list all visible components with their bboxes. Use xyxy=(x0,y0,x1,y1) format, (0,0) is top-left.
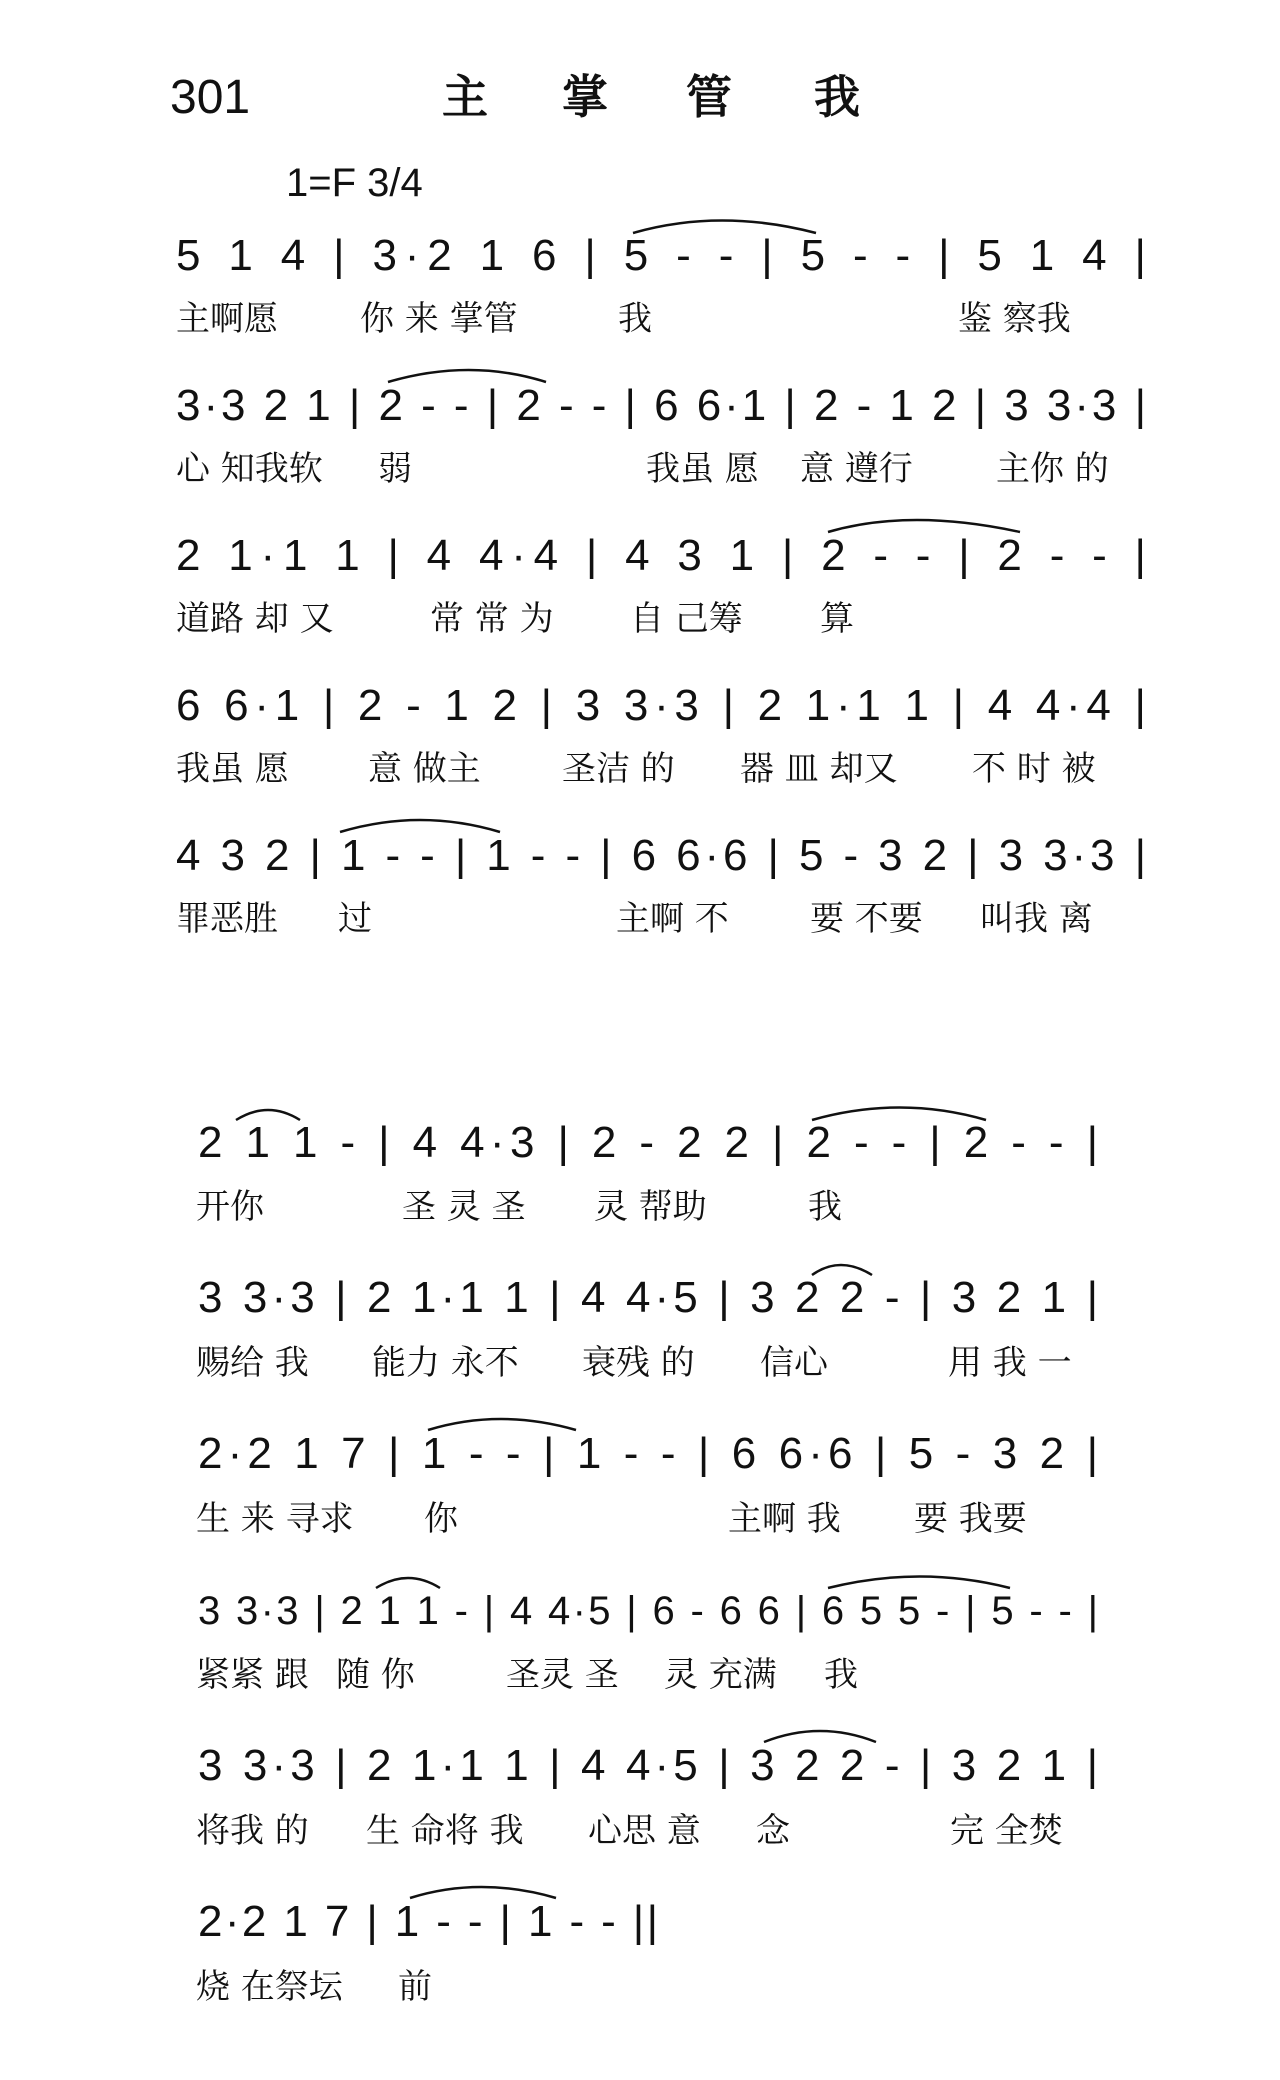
title-char-1: 主 xyxy=(442,70,488,124)
notes-line-3: 2 1·1 1 | 4 4·4 | 4 3 1 | 2 - - | 2 - - | xyxy=(176,531,1146,580)
lyric: 圣灵 圣 xyxy=(506,1655,619,1695)
lyric: 生 命将 我 xyxy=(366,1811,524,1851)
notes-line-11: 2·2 1 7 | 1 - - | 1 - - || xyxy=(198,1897,658,1946)
lyric: 烧 在祭坛 xyxy=(196,1967,343,2007)
lyric: 主啊愿 xyxy=(176,299,278,339)
lyric: 圣洁 的 xyxy=(562,749,675,789)
lyric: 意 做主 xyxy=(368,749,481,789)
lyric: 叫我 离 xyxy=(980,899,1093,939)
lyric: 我 xyxy=(824,1655,858,1695)
notes-line-8: 2·2 1 7 | 1 - - | 1 - - | 6 6·6 | 5 - 3 2 | xyxy=(198,1429,1098,1478)
lyric: 弱 xyxy=(378,449,412,489)
lyric: 我虽 愿 xyxy=(176,749,289,789)
lyric: 将我 的 xyxy=(196,1811,309,1851)
lyric: 过 xyxy=(338,899,372,939)
lyric: 我虽 愿 xyxy=(646,449,759,489)
lyric: 要 不要 xyxy=(810,899,923,939)
lyric: 主你 的 xyxy=(996,449,1109,489)
title-char-4: 我 xyxy=(814,70,860,124)
lyric: 道路 却 又 xyxy=(176,599,334,639)
lyric: 紧紧 跟 xyxy=(196,1655,309,1695)
lyric: 常 常 为 xyxy=(430,599,554,639)
lyric: 心思 意 xyxy=(588,1811,701,1851)
notes-line-5: 4 3 2 | 1 - - | 1 - - | 6 6·6 | 5 - 3 2 | 3 3·3 | xyxy=(176,831,1146,880)
lyric: 鉴 察我 xyxy=(958,299,1071,339)
notes-line-7: 3 3·3 | 2 1·1 1 | 4 4·5 | 3 2 2 - | 3 2 1 | xyxy=(198,1273,1098,1322)
lyric: 生 来 寻求 xyxy=(196,1499,354,1539)
lyric: 你 xyxy=(424,1499,458,1539)
hymn-number: 301 xyxy=(170,71,251,124)
lyric: 意 遵行 xyxy=(800,449,913,489)
lyric: 开你 xyxy=(196,1187,264,1227)
lyric: 念 xyxy=(756,1811,790,1851)
lyric: 用 我 一 xyxy=(948,1343,1072,1383)
lyric: 主啊 我 xyxy=(728,1499,841,1539)
lyric: 器 皿 却又 xyxy=(740,749,898,789)
lyric: 你 来 掌管 xyxy=(360,299,518,339)
system-2 xyxy=(176,370,1146,489)
title-char-2: 掌 xyxy=(562,70,608,124)
lyric: 灵 帮助 xyxy=(594,1187,707,1227)
notes-line-2: 3·3 2 1 | 2 - - | 2 - - | 6 6·1 | 2 - 1 2 | 3 3·3 | xyxy=(176,381,1146,430)
lyric: 信心 xyxy=(760,1343,828,1383)
notes-line-1: 5 1 4 | 3·2 1 6 | 5 - - | 5 - - | 5 1 4 | xyxy=(176,231,1146,280)
notes-line-4: 6 6·1 | 2 - 1 2 | 3 3·3 | 2 1·1 1 | 4 4·4 | xyxy=(176,681,1146,730)
lyric: 主啊 不 xyxy=(616,899,729,939)
lyric: 能力 永不 xyxy=(372,1343,519,1383)
lyric: 我 xyxy=(808,1187,842,1227)
title-char-3: 管 xyxy=(686,70,732,124)
lyric: 完 全焚 xyxy=(950,1811,1063,1851)
lyric: 要 我要 xyxy=(914,1499,1027,1539)
notes-line-10: 3 3·3 | 2 1·1 1 | 4 4·5 | 3 2 2 - | 3 2 1 | xyxy=(198,1741,1098,1790)
lyric: 前 xyxy=(398,1967,432,2007)
lyric: 我 xyxy=(618,299,652,339)
lyric: 赐给 我 xyxy=(196,1343,309,1383)
lyric: 灵 充满 xyxy=(664,1655,777,1695)
key-signature: 1=F 3/4 xyxy=(286,161,423,205)
lyric: 心 知我软 xyxy=(176,449,323,489)
lyric: 衰残 的 xyxy=(582,1343,695,1383)
lyric: 自 己筹 xyxy=(630,599,743,639)
notes-line-9: 3 3·3 | 2 1 1 - | 4 4·5 | 6 - 6 6 | 6 5 5 - | 5 - - | xyxy=(198,1589,1098,1633)
lyric: 罪恶胜 xyxy=(176,899,278,939)
lyric: 圣 灵 圣 xyxy=(402,1187,526,1227)
lyric: 不 时 被 xyxy=(972,749,1096,789)
lyric: 算 xyxy=(820,599,854,639)
notes-line-6: 2 1 1 - | 4 4·3 | 2 - 2 2 | 2 - - | 2 - - | xyxy=(198,1118,1098,1167)
lyric: 随 你 xyxy=(336,1655,415,1695)
